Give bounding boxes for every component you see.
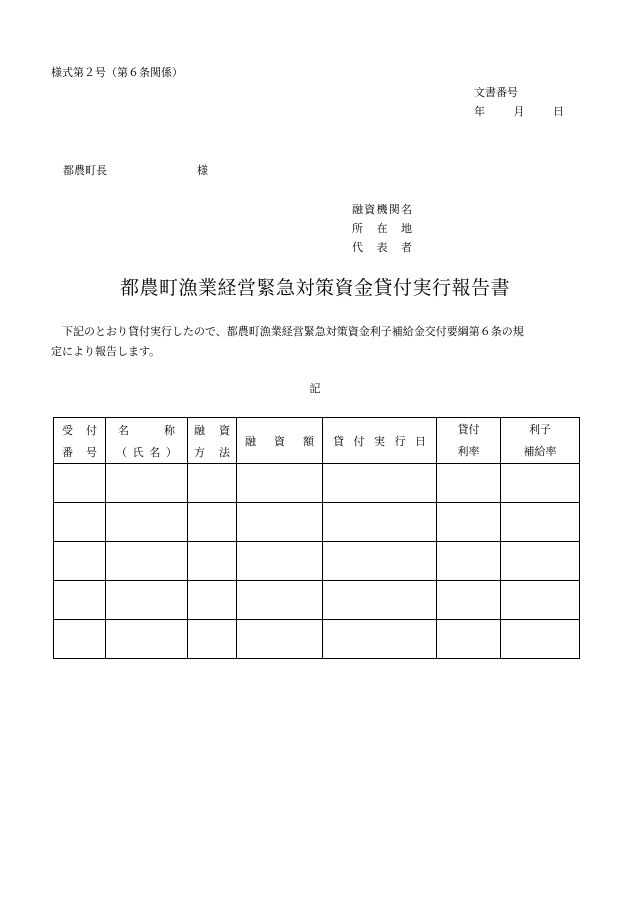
table-header-row: [54, 418, 580, 464]
cell-subsidy-rate[interactable]: [501, 581, 580, 620]
institution-representative-label: 代 表 者: [352, 241, 412, 254]
date-line: [474, 105, 564, 118]
cell-name[interactable]: [106, 581, 188, 620]
cell-loan-amount[interactable]: [237, 620, 323, 659]
document-number-label: 文書番号: [474, 86, 518, 99]
body-line-1: 下記のとおり貸付実行したので、都農町漁業経営緊急対策資金利子補給金交付要綱第６条の規: [62, 325, 524, 338]
cell-execution-date[interactable]: [323, 464, 437, 503]
cell-subsidy-rate[interactable]: [501, 503, 580, 542]
cell-interest-rate[interactable]: [437, 464, 501, 503]
date-month: 月: [513, 105, 525, 118]
cell-interest-rate[interactable]: [437, 542, 501, 581]
cell-loan-method[interactable]: [188, 464, 237, 503]
cell-receipt-number[interactable]: [54, 503, 106, 542]
header-loan-execution-date: 貸 付 実 行 日: [323, 418, 437, 464]
cell-loan-method[interactable]: [188, 620, 237, 659]
cell-execution-date[interactable]: [323, 581, 437, 620]
cell-name[interactable]: [106, 620, 188, 659]
header-loan-method: 融 資 方 法: [188, 418, 237, 464]
cell-loan-amount[interactable]: [237, 542, 323, 581]
body-line-2: 定により報告します。: [51, 345, 161, 358]
table-row: [54, 620, 580, 659]
form-number: 様式第２号（第６条関係）: [51, 66, 183, 79]
header-name: 名 称 （ 氏 名 ）: [106, 418, 188, 464]
cell-interest-rate[interactable]: [437, 581, 501, 620]
cell-receipt-number[interactable]: [54, 464, 106, 503]
cell-receipt-number[interactable]: [54, 620, 106, 659]
cell-interest-rate[interactable]: [437, 620, 501, 659]
date-day: 日: [553, 105, 564, 118]
date-year: 年: [474, 105, 485, 118]
cell-subsidy-rate[interactable]: [501, 464, 580, 503]
institution-address-label: 所 在 地: [352, 222, 412, 235]
cell-loan-amount[interactable]: [237, 464, 323, 503]
cell-execution-date[interactable]: [323, 542, 437, 581]
header-loan-interest-rate: 貸付 利率: [437, 418, 501, 464]
institution-name-label: 融 資 機 関 名: [352, 203, 412, 216]
table-row: [54, 581, 580, 620]
cell-interest-rate[interactable]: [437, 503, 501, 542]
cell-loan-method[interactable]: [188, 581, 237, 620]
body-text: [51, 322, 581, 362]
cell-loan-method[interactable]: [188, 503, 237, 542]
cell-receipt-number[interactable]: [54, 542, 106, 581]
cell-name[interactable]: [106, 464, 188, 503]
document-title: 都農町漁業経営緊急対策資金貸付実行報告書: [119, 277, 510, 299]
header-loan-amount: 融 資 額: [237, 418, 323, 464]
header-receipt-number: 受 付 番 号: [54, 418, 106, 464]
table-row: [54, 503, 580, 542]
cell-subsidy-rate[interactable]: [501, 620, 580, 659]
ki-heading: 記: [309, 382, 321, 395]
table-row: [54, 542, 580, 581]
recipient-honorific: 様: [197, 164, 208, 177]
cell-receipt-number[interactable]: [54, 581, 106, 620]
recipient-name: 都農町長: [63, 164, 107, 177]
cell-loan-method[interactable]: [188, 542, 237, 581]
header-interest-subsidy-rate: 利子 補給率: [501, 418, 580, 464]
cell-execution-date[interactable]: [323, 620, 437, 659]
cell-loan-amount[interactable]: [237, 581, 323, 620]
cell-name[interactable]: [106, 503, 188, 542]
cell-name[interactable]: [106, 542, 188, 581]
table-row: [54, 464, 580, 503]
cell-subsidy-rate[interactable]: [501, 542, 580, 581]
loan-report-table: [53, 417, 580, 659]
cell-loan-amount[interactable]: [237, 503, 323, 542]
cell-execution-date[interactable]: [323, 503, 437, 542]
